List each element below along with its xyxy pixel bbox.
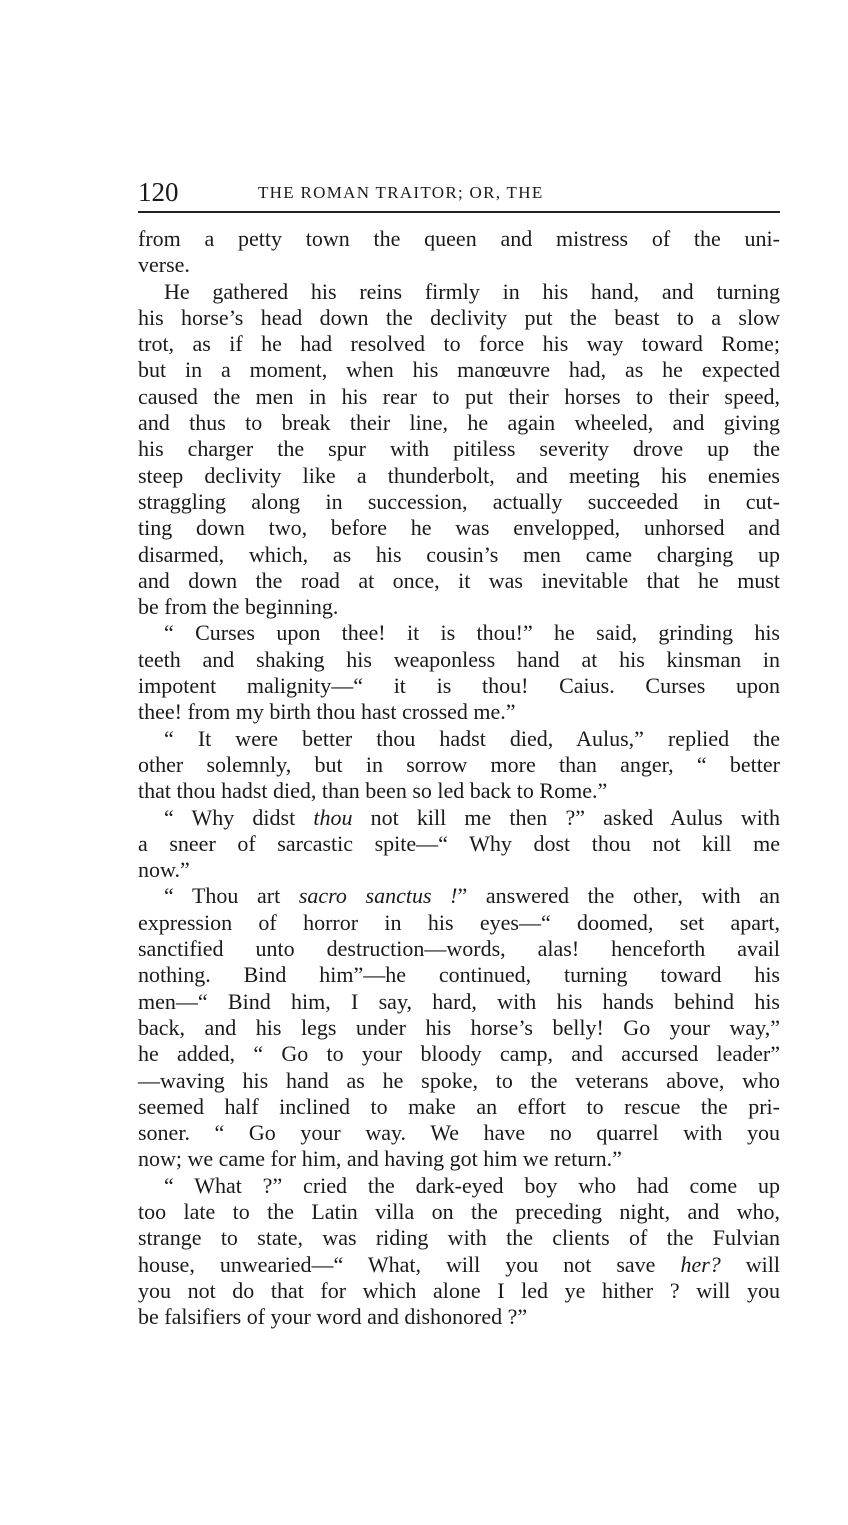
text-line: his horse’s head down the declivity put the beast to a slow — [138, 304, 780, 330]
text-line: caused the men in his rear to put their horses to their speed, — [138, 383, 780, 409]
text-line: soner. “ Go your way. We have no quarrel with you — [138, 1120, 780, 1146]
header-rule — [138, 211, 780, 213]
text-line: his charger the spur with pitiless severity drove up the — [138, 436, 780, 462]
text-line: —waving his hand as he spoke, to the veterans above, who — [138, 1067, 780, 1093]
text-line: strange to state, was riding with the clients of the Fulvian — [138, 1225, 780, 1251]
text-line: steep declivity like a thunderbolt, and meeting his enemies — [138, 462, 780, 488]
text-line: trot, as if he had resolved to force his way toward Rome; — [138, 331, 780, 357]
page-header — [138, 176, 778, 208]
text-line: be from the beginning. — [138, 594, 339, 620]
text-line: thee! from my birth thou hast crossed me.” — [138, 699, 516, 725]
text-line: you not do that for which alone I led ye hither ? will you — [138, 1277, 780, 1303]
text-line: seemed half inclined to make an effort to rescue the pri- — [138, 1093, 780, 1119]
text-line: that thou hadst died, than been so led back to Rome.” — [138, 778, 608, 804]
text-line: now.” — [138, 857, 190, 883]
text-line: and thus to break their line, he again wheeled, and giving — [138, 410, 780, 436]
text-line: back, and his legs under his horse’s belly! Go your way,” — [138, 1014, 780, 1040]
italic-text: sacro sanctus ! — [298, 883, 458, 909]
text-line: and down the road at once, it was inevitable that he must — [138, 567, 780, 593]
text-line: house, unwearied—“ What, will you not save her? will — [138, 1251, 780, 1277]
text-line: nothing. Bind him”—he continued, turning toward his — [138, 962, 780, 988]
text-line: teeth and shaking his weaponless hand at his kinsman in — [138, 646, 780, 672]
text-line: disarmed, which, as his cousin’s men came charging up — [138, 541, 780, 567]
text-line: verse. — [138, 252, 190, 278]
text-line: now; we came for him, and having got him we return.” — [138, 1146, 622, 1172]
italic-text: her? — [680, 1251, 721, 1277]
italic-text: thou — [313, 804, 353, 830]
running-head: THE ROMAN TRAITOR; OR, THE — [258, 183, 544, 202]
text-line: men—“ Bind him, I say, hard, with his hands behind his — [138, 988, 780, 1014]
text-line: straggling along in succession, actually succeeded in cut- — [138, 488, 780, 514]
text-line: “ Curses upon thee! it is thou!” he said, grinding his — [164, 620, 780, 646]
text-line: other solemnly, but in sorrow more than anger, “ better — [138, 751, 780, 777]
text-line: he added, “ Go to your bloody camp, and accursed leader” — [138, 1041, 780, 1067]
text-line: sanctified unto destruction—words, alas! henceforth avail — [138, 936, 780, 962]
text-line: be falsifiers of your word and dishonored ?” — [138, 1304, 528, 1330]
text-line: expression of horror in his eyes—“ doomed, set apart, — [138, 909, 780, 935]
text-line: “ What ?” cried the dark-eyed boy who had come up — [164, 1172, 780, 1198]
text-line: “ It were better thou hadst died, Aulus,” replied the — [164, 725, 780, 751]
text-line: He gathered his reins firmly in his hand, and turning — [164, 278, 780, 304]
text-line: “ Why didst thou not kill me then ?” asked Aulus with — [164, 804, 780, 830]
text-line: ting down two, before he was envelopped, unhorsed and — [138, 515, 780, 541]
body-text — [138, 226, 780, 1330]
page-number: 120 — [138, 177, 179, 207]
text-line: a sneer of sarcastic spite—“ Why dost thou not kill me — [138, 830, 780, 856]
text-line: too late to the Latin villa on the preceding night, and who, — [138, 1198, 780, 1224]
text-line: impotent malignity—“ it is thou! Caius. Curses upon — [138, 673, 780, 699]
text-line: but in a moment, when his manœuvre had, as he expected — [138, 357, 780, 383]
text-line: from a petty town the queen and mistress of the uni- — [138, 226, 780, 251]
text-line: “ Thou art sacro sanctus !” answered the other, with an — [164, 883, 780, 909]
